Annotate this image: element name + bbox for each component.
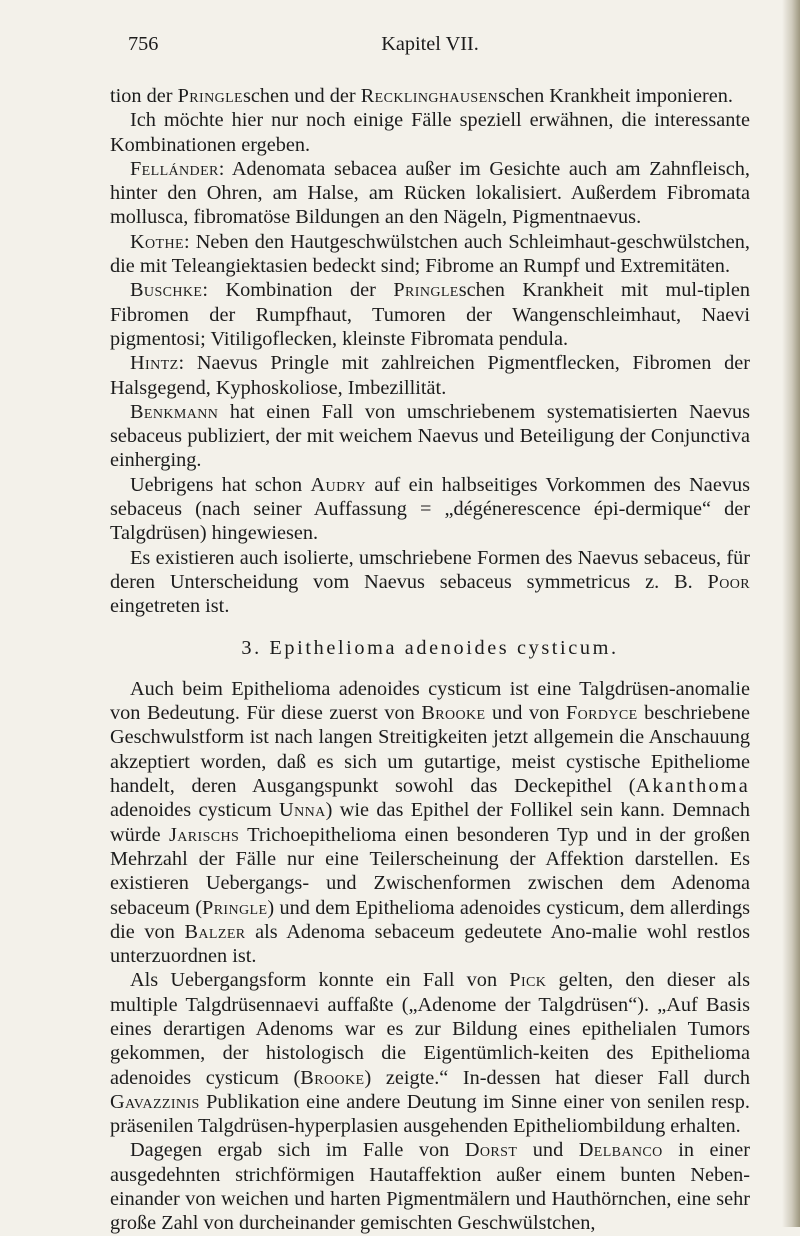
paragraph [110,108,750,157]
text: Auch beim Epithelioma adenoides cysticum ist eine Talgdrüsen-anomalie von Bedeutung. Für diese zuerst von [110,677,750,725]
paragraph [110,1138,750,1235]
text: beschriebene Geschwulstform ist nach langen Streitigkeiten jetzt allgemein die Anschauung akzeptiert worden, daß es sich um gutartige, meist cystische Epitheliome handelt, deren Ausgangspunkt sowohl das Deckepithel ( [110,702,750,798]
text: schen und der [243,85,361,107]
author-name: Jarischs [169,823,240,846]
paragraph [110,230,750,279]
author-name: Poor [707,570,750,593]
section-heading: 3. Epithelioma adenoides cysticum. [241,636,619,659]
text: Dagegen ergab sich im Falle von [130,1139,465,1162]
text: adenoides cysticum [110,799,280,822]
text: ) und dem Epithelioma adenoides cysticum, dem allerdings die von [110,896,751,943]
author-name: Buschke [130,279,203,302]
text: hat einen Fall von umschriebenem systematisierten Naevus sebaceus publiziert, der mit weichem Naevus und Beteiligung der Conjunctiva einherging. [110,400,750,472]
text: und [517,1139,579,1162]
author-name: Pringle [202,896,268,919]
author-name: Benkmann [130,400,219,423]
author-name: Fordyce [565,702,638,725]
author-name: Gavazzinis [110,1090,200,1113]
text: und von [485,702,566,725]
text: Trichoepithelioma einen besonderen Typ und in der großen Mehrzahl der Fälle nur eine Teilerscheinung der Affektion darstellen. Es existieren Uebergangs- und Zwischenformen zwischen dem Adenoma sebaceum ( [110,823,750,919]
author-name: Brooke [300,1066,365,1089]
author-name: Brooke [421,702,486,725]
paragraph [110,157,750,230]
text: Als Uebergangsform konnte ein Fall von [130,969,510,992]
author-name: Dorst [464,1139,518,1162]
author-name: Delbanco [578,1139,663,1162]
paragraph [110,968,750,1138]
text: schen Krankheit mit mul-tiplen Fibromen der Rumpfhaut, Tumoren der Wangenschleimhaut, Naevi pigmentosi; Vitiligoflecken, kleinste Fibromata pendula. [110,279,750,350]
paragraph [110,546,750,619]
text: ) zeigte.“ In-dessen hat dieser Fall durch [364,1066,750,1089]
page-number: 756 [128,33,159,55]
author-name: Recklinghausen [360,85,499,107]
paragraph [110,278,750,351]
book-page [110,32,750,1236]
paragraph [110,84,750,108]
text: Uebrigens hat schon [130,473,311,496]
text: ) wie das Epithel der Follikel sein kann. Demnach würde [110,799,750,846]
author-name: Pringle [177,85,243,107]
text: : Adenomata sebacea außer im Gesichte auch am Zahnfleisch, hinter den Ohren, am Halse, am Rücken lokalisiert. Außerdem Fibromata mollusca, fibromatöse Bildungen an den Nägeln, Pigmentnaevus. [110,157,750,229]
text: eingetreten ist. [110,595,230,618]
text: tion der [110,85,178,107]
author-name: Audry [310,473,367,496]
text: : Naevus Pringle mit zahlreichen Pigmentflecken, Fibromen der Halsgegend, Kyphoskoliose, Imbezillität. [110,352,750,399]
author-name: Unna [279,799,326,822]
author-name: Pick [509,969,547,992]
text: Ich möchte hier nur noch einige Fälle speziell erwähnen, die interessante Kombinationen ergeben. [110,109,750,156]
paragraph [110,473,750,546]
book-spine-edge [782,0,800,1227]
paragraph [110,400,750,473]
author-name: Fellánder [130,157,219,180]
text: Es existieren auch isolierte, umschriebene Formen des Naevus sebaceus, für deren Unterscheidung vom Naevus sebaceus symmetricus z. B. [110,546,750,593]
spaced-term: Akanthoma [635,775,750,798]
text: in einer ausgedehnten strichförmigen Hautaffektion außer einem bunten Neben-einander von weichen und harten Pigmentmälern und Hauthörnchen, eine sehr große Zahl von durcheinander gemischten Geschwülstchen, [110,1139,751,1235]
author-name: Hintz [130,352,179,375]
text: : Neben den Hautgeschwülstchen auch Schleimhaut-geschwülstchen, die mit Teleangiektasien bedeckt sind; Fibrome an Rumpf und Extremitäten. [110,230,750,278]
paragraph [110,677,750,969]
text: : Kombination der [202,279,394,302]
text: auf ein halbseitiges Vorkommen des Naevus sebaceus (nach seiner Auffassung = „dégénerescence épi-dermique“ der Talgdrüsen) hingewiesen. [110,473,750,545]
paragraph [110,351,750,400]
author-name: Balzer [184,920,246,943]
text: Publikation eine andere Deutung im Sinne einer von senilen resp. präsenilen Talgdrüsen-hyperplasien ausgehenden Epitheliombildung erhalten. [110,1090,750,1138]
author-name: Kothe [130,230,184,253]
text: als Adenoma sebaceum gedeutete Ano-malie wohl restlos unterzuordnen ist. [110,920,751,968]
running-head [110,32,750,62]
chapter-title: Kapitel VII. [381,33,479,55]
text: gelten, den dieser als multiple Talgdrüsennaevi auffaßte („Adenome der Talgdrüsen“). „Auf Basis eines derartigen Adenoms war es zur Bildung eines epithelialen Tumors gekommen, der histologisch die Eigentümlich-keiten des Epithelioma adenoides cysticum ( [110,969,750,1089]
text: schen Krankheit imponieren. [498,85,733,107]
author-name: Pringle [393,279,459,302]
